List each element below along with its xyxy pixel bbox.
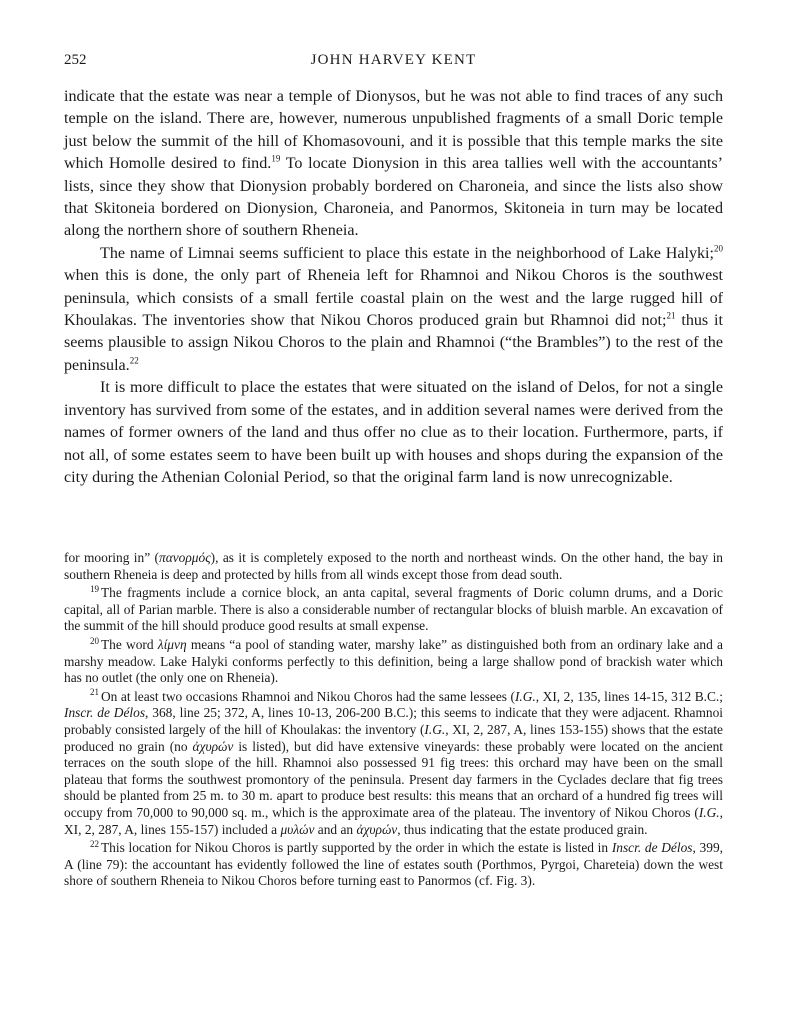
footnote-ref-19: 19 xyxy=(271,153,281,164)
footnote-19-text: The fragments include a cornice block, an anta capital, several fragments of Doric column drums, and a Doric capital, all of Parian marble. There is also a considerable number of rectangular blocks of bluish marble. An excavation of the summit of the hill should produce good results at small expense. xyxy=(64,585,723,634)
body-text xyxy=(64,86,723,489)
footnote-continuation xyxy=(64,550,723,583)
fn-cont-text-b: ), as it is completely exposed to the north and northeast winds. On the other hand, the bay in southern Rheneia is deep and protected by hills from all winds except those from dead south. xyxy=(64,550,723,582)
footnote-22-number: 22 xyxy=(90,838,99,849)
fn22-text-b: , 399, A (line 79): the accountant has evidently followed the line of estates south (Porthmos, Pyrgoi, Chareteia) down the west shore of southern Rheneia to Nikou Choros before turning east to Panormos (cf. Fig. 3). xyxy=(64,840,723,889)
page-header xyxy=(64,52,723,76)
fn20-text-b: means “a pool of standing water, marshy lake” as distinguished both from an ordinary lake and a marshy meadow. Lake Halyki conforms perfectly to this definition, being a large shallow pond of brackish water which has no outlet (the only one on Rheneia). xyxy=(64,636,723,686)
fn22-inscr: Inscr. de Délos xyxy=(611,840,693,856)
footnote-22 xyxy=(64,840,723,890)
fn20-greek: λίμνη xyxy=(157,636,187,652)
fn21-text-h: , thus indicating that the estate produced grain. xyxy=(397,821,648,837)
fn20-text-a: The word xyxy=(101,636,158,652)
fn21-greek-3: ἀχυρών xyxy=(356,821,398,837)
fn21-text-d: , XI, 2, 287, A, lines 153-155) shows that the estate produced no grain (no xyxy=(64,721,724,754)
footnote-19-number: 19 xyxy=(90,583,99,594)
footnotes xyxy=(64,550,723,892)
fn21-text-c: , 368, line 25; 372, A, lines 10-13, 206-200 B.C.); this seems to indicate that they were adjacent. Rhamnoi probably consisted largely of the hill of Khoulakas: the inventory ( xyxy=(64,705,723,737)
footnote-21 xyxy=(64,689,723,838)
fn21-text-g: and an xyxy=(314,821,357,837)
footnote-19 xyxy=(64,585,723,635)
fn21-text-e: is listed), but did have extensive vineyards: these probably were located on the ancient terraces on the south slope of the hill. Rhamnoi also possessed 91 fig trees: this orchard may have been on the small plateau that forms the southwest promontory of the peninsula. Present day farmers in the Cyclades declare that fig trees should be planted from 25 m. to 30 m. apart to produce best results: this means that an orchard of a hundred fig trees will occupy from 70,000 to 90,000 sq. m., which is the approximate area of the plateau. The inventory of Nikou Choros ( xyxy=(64,738,723,820)
fn22-text-a: This location for Nikou Choros is partly supported by the order in which the estate is listed in xyxy=(101,840,612,856)
paragraph-2 xyxy=(64,243,723,377)
paragraph-2-text-a: The name of Limnai seems sufficient to place this estate in the neighborhood of Lake Halyki; xyxy=(100,244,714,262)
page-number: 252 xyxy=(64,52,87,68)
fn21-greek-1: ἀχυρών xyxy=(192,738,234,754)
paragraph-1-text-b: To locate Dionysion in this area tallies well with the accountants’ lists, since they show that Dionysion probably bordered on Charoneia, and since the lists also show that Skitoneia bordered on Dionysion, Charoneia, and Panormos, Skitoneia in turn may be located along the northern shore of southern Rheneia. xyxy=(64,155,724,240)
footnote-ref-21: 21 xyxy=(666,310,676,321)
running-head: JOHN HARVEY KENT xyxy=(310,52,477,68)
paragraph-1 xyxy=(64,86,723,243)
footnote-ref-22: 22 xyxy=(129,355,139,366)
fn-cont-text-a: for mooring in” ( xyxy=(64,550,159,565)
footnote-ref-20: 20 xyxy=(714,243,723,254)
fn21-text-b: , XI, 2, 135, lines 14-15, 312 B.C.; xyxy=(535,688,723,704)
paragraph-1-text-a: indicate that the estate was near a temple of Dionysos, but he was not able to find traces of any such temple on the island. There are, however, numerous unpublished fragments of a small Doric temple just below the summit of the hill of Khomasovouni, and it is possible that this temple marks the site which Homolle desired to find. xyxy=(64,88,723,173)
paragraph-2-text-c: thus it seems plausible to assign Nikou Choros to the plain and Rhamnoi (“the Brambles”) to the rest of the peninsula. xyxy=(64,312,723,374)
footnote-21-number: 21 xyxy=(90,687,99,698)
fn-cont-greek: πανορμός xyxy=(159,550,211,565)
fn21-inscr: Inscr. de Délos xyxy=(64,705,146,721)
fn21-text-f: , XI, 2, 287, A, lines 155-157) included a xyxy=(64,804,723,837)
fn21-ig-3: I.G. xyxy=(698,804,720,820)
footnote-20-number: 20 xyxy=(90,635,99,646)
fn21-greek-2: μυλών xyxy=(280,821,315,837)
paragraph-3: It is more difficult to place the estates that were situated on the island of Delos, for not a single inventory has survived from some of the estates, and in addition several names were derived from the names of former owners of the land and thus offer no clue as to their location. Furthermore, parts, if not all, of some estates seem to have been built up with houses and shops during the expansion of the city during the Athenian Colonial Period, so that the original farm land is now unrecognizable. xyxy=(64,379,723,486)
fn21-ig-2: I.G. xyxy=(424,721,446,737)
fn21-ig-1: I.G. xyxy=(514,688,536,704)
fn21-text-a: On at least two occasions Rhamnoi and Nikou Choros had the same lessees ( xyxy=(101,688,515,704)
footnote-20 xyxy=(64,637,723,687)
paragraph-2-text-b: when this is done, the only part of Rheneia left for Rhamnoi and Nikou Choros is the southwest peninsula, which consists of a small fertile coastal plain on the west and the large rugged hill of Khoulakas. The inventories show that Nikou Choros produced grain but Rhamnoi did not; xyxy=(64,267,723,330)
